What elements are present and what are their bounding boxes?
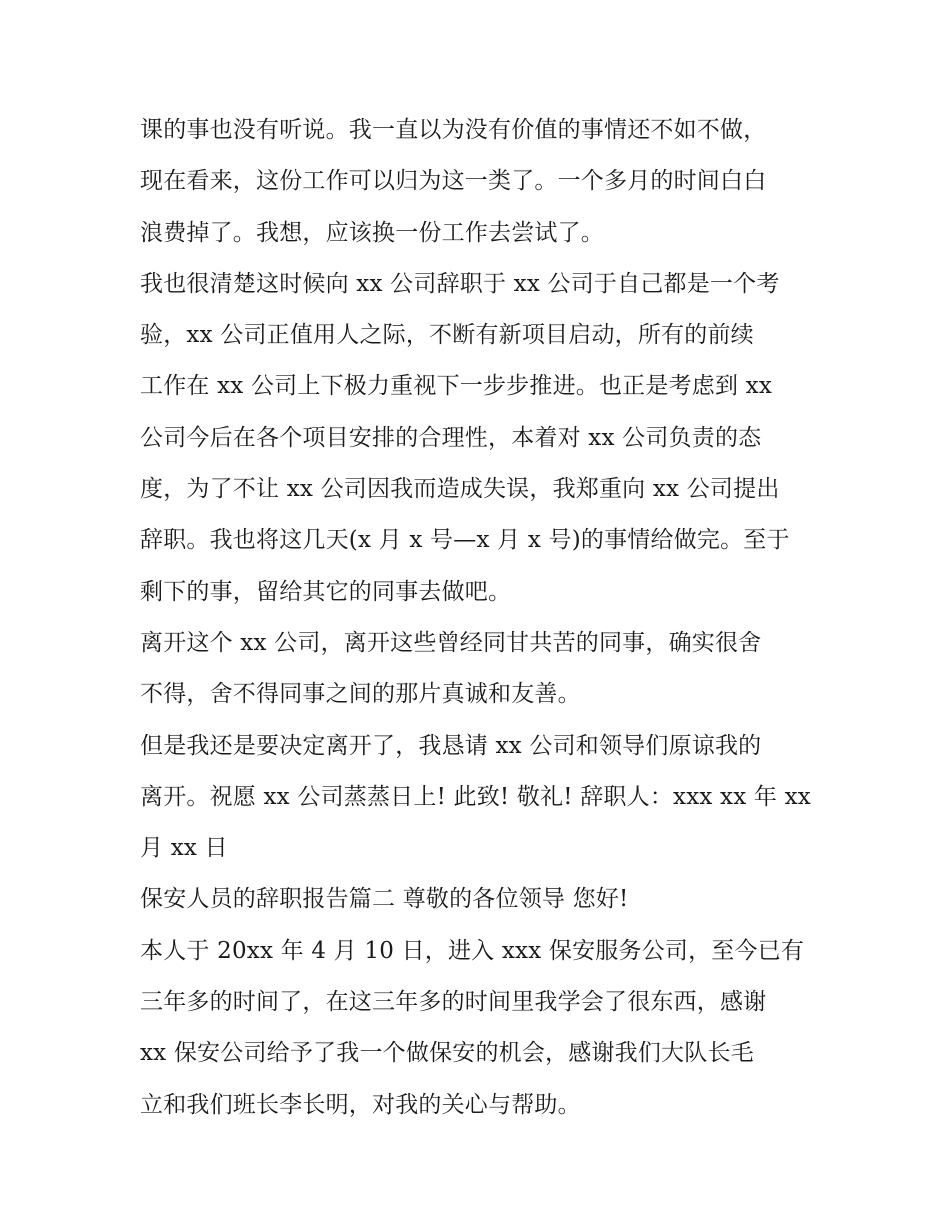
text-line: 离开。祝愿 xx 公司蒸蒸日上! 此致! 敬礼! 辞职人：xxx xx 年 xx <box>140 783 811 810</box>
text-line: 剩下的事，留给其它的同事去做吧。 <box>140 578 512 605</box>
text-line: 课的事也没有听说。我一直以为没有价值的事情还不如不做， <box>140 117 767 143</box>
text-line: 验，xx 公司正值用人之际，不断有新项目启动，所有的前续 <box>140 322 754 349</box>
document-body <box>140 105 820 1131</box>
text-line: 离开这个 xx 公司，离开这些曾经同甘共苦的同事，确实很舍 <box>140 629 762 656</box>
text-line: 辞职。我也将这几天(x 月 x 号—x 月 x 号)的事情给做完。至于 <box>140 527 790 554</box>
text-line: 立和我们班长李长明，对我的关心与帮助。 <box>140 1091 581 1118</box>
text-line: 浪费掉了。我想，应该换一份工作去尝试了。 <box>140 219 604 246</box>
text-line: 本人于 20xx 年 4 月 10 日，进入 xxx 保安服务公司，至今已有 <box>140 937 805 964</box>
text-line: 现在看来，这份工作可以归为这一类了。一个多月的时间白白 <box>140 168 767 195</box>
text-line: xx 保安公司给予了我一个做保安的机会，感谢我们大队长毛 <box>140 1040 754 1067</box>
text-line: 公司今后在各个项目安排的合理性，本着对 xx 公司负责的态 <box>140 424 762 451</box>
text-line: 工作在 xx 公司上下极力重视下一步步推进。也正是考虑到 xx <box>140 373 773 400</box>
text-line: 度，为了不让 xx 公司因我而造成失误，我郑重向 xx 公司提出 <box>140 476 780 503</box>
text-line: 我也很清楚这时候向 xx 公司辞职于 xx 公司于自己都是一个考 <box>140 270 780 297</box>
section-heading-line: 保安人员的辞职报告篇二 尊敬的各位领导 您好! <box>140 886 629 913</box>
text-line: 不得，舍不得同事之间的那片真诚和友善。 <box>140 681 581 708</box>
text-line: 三年多的时间了，在这三年多的时间里我学会了很东西，感谢 <box>140 989 767 1016</box>
text-line: 月 xx 日 <box>140 835 228 862</box>
text-line: 但是我还是要决定离开了，我恳请 xx 公司和领导们原谅我的 <box>140 732 762 759</box>
